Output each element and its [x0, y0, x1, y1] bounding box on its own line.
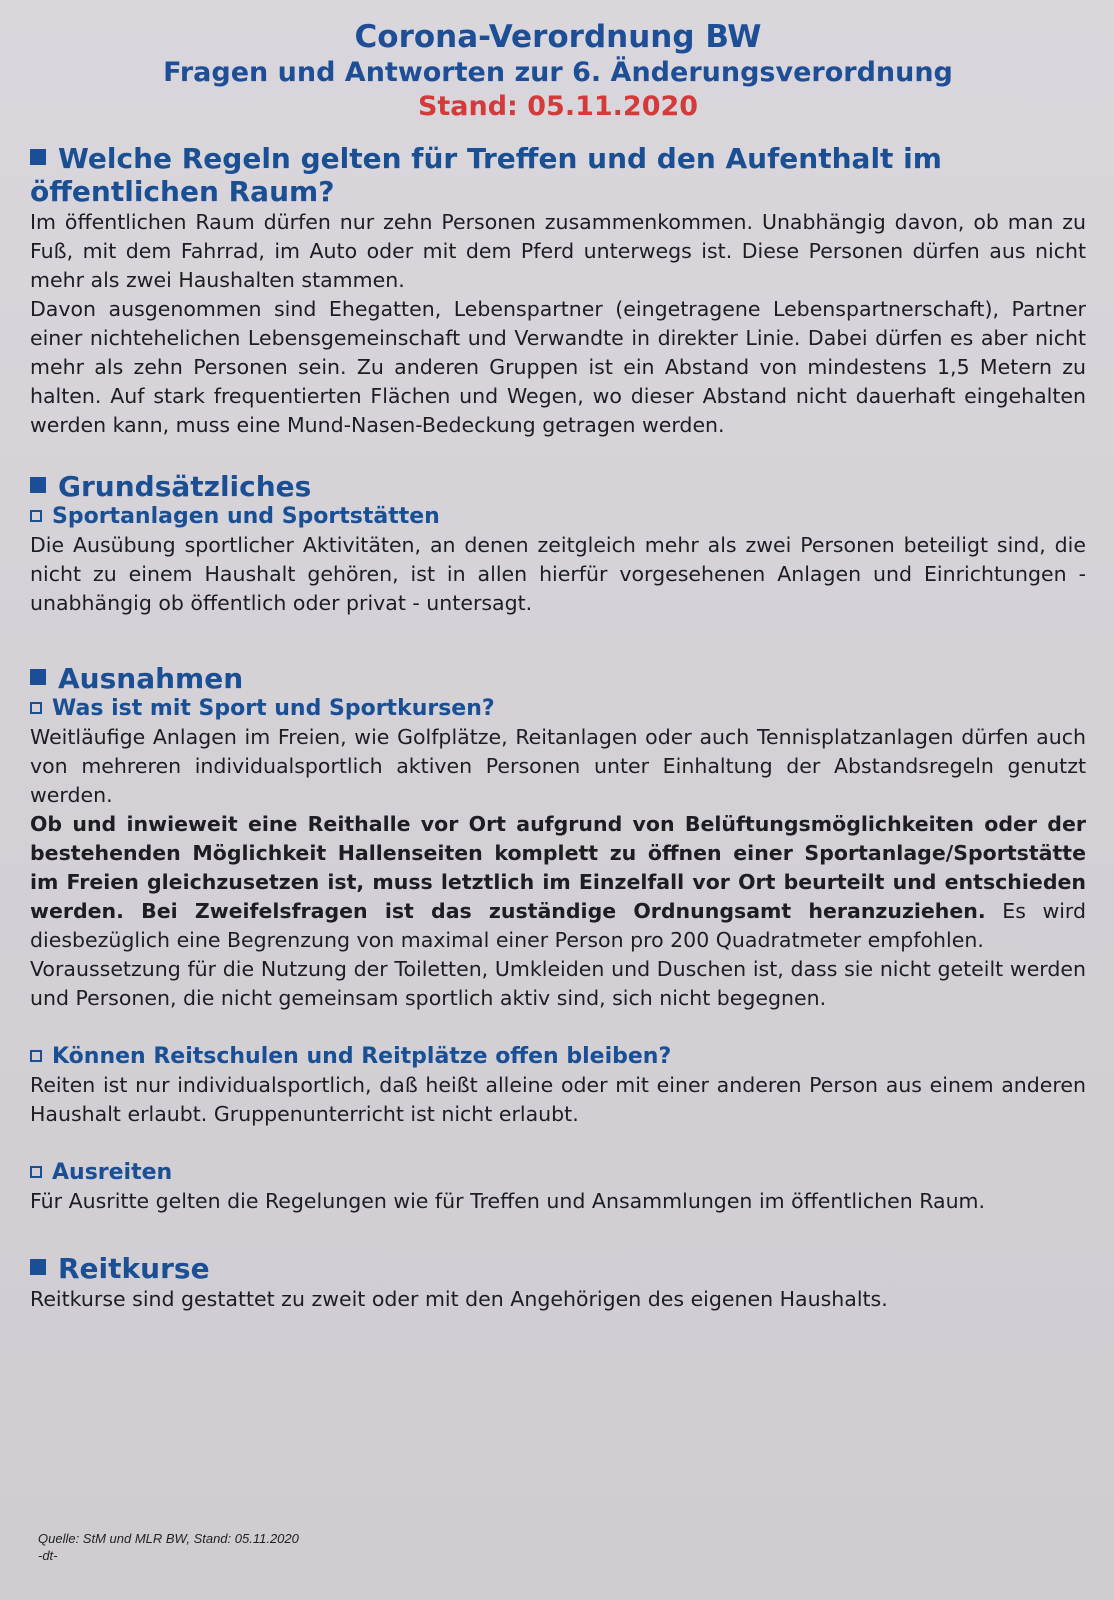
filled-square-bullet-icon	[30, 1259, 46, 1275]
section-title: Welche Regeln gelten für Treffen und den Aufenthalt im öffentlichen Raum?	[30, 142, 942, 208]
section-title: Ausnahmen	[30, 662, 1086, 695]
paragraph: Davon ausgenommen sind Ehegatten, Lebenspartner (eingetragene Lebenspartnerschaft), Partner einer nichtehelichen Lebensgemeinschaft und Verwandte in direkter Linie. Dabei dürfen es aber nicht mehr als zehn Personen sein. Zu anderen Gruppen ist ein Abstand von mindestens 1,5 Metern zu halten. Auf stark frequentierten Flächen und Wegen, wo dieser Abstand nicht dauerhaft eingehalten werden kann, muss eine Mund-Nasen-Bedeckung getragen werden.	[30, 297, 1086, 437]
hollow-square-bullet-icon	[30, 510, 42, 522]
section-exceptions	[30, 662, 1086, 1216]
paragraph: Voraussetzung für die Nutzung der Toiletten, Umkleiden und Duschen ist, dass sie nicht geteilt werden und Personen, die nicht gemeinsam sportlich aktiv sind, sich nicht begegnen.	[30, 957, 1086, 1010]
subsection-title: Können Reitschulen und Reitplätze offen bleiben?	[30, 1043, 1086, 1071]
paragraph: Für Ausritte gelten die Regelungen wie für Treffen und Ansammlungen im öffentlichen Raum.	[30, 1189, 986, 1213]
section-riding-courses	[30, 1252, 1086, 1314]
paragraph	[30, 810, 1086, 955]
filled-square-bullet-icon	[30, 149, 46, 165]
subsection-title: Sportanlagen und Sportstätten	[30, 503, 1086, 531]
hollow-square-bullet-icon	[30, 1166, 42, 1178]
document-title: Corona-Verordnung BW	[354, 19, 762, 55]
section-public-space	[30, 142, 1086, 440]
subsection-title: Ausreiten	[30, 1159, 1086, 1187]
filled-square-bullet-icon	[30, 669, 46, 685]
paragraph: Weitläufige Anlagen im Freien, wie Golfplätze, Reitanlagen oder auch Tennisplatzanlagen dürfen auch von mehreren individualsportlich aktiven Personen unter Einhaltung der Abstandsregeln genutzt werden.	[30, 725, 1086, 807]
section-title: Grundsätzliches	[30, 470, 1086, 503]
hollow-square-bullet-icon	[30, 1050, 42, 1062]
subsection-title: Was ist mit Sport und Sportkursen?	[30, 695, 1086, 723]
section-principles	[30, 470, 1086, 618]
bold-text: Ob und inwieweit eine Reithalle vor Ort aufgrund von Belüftungsmöglichkeiten oder der bestehenden Möglichkeit Hallenseiten komplett zu öffnen einer Sportanlage/Sportstätte im Freien gleichzusetzen ist, muss letztlich im Einzelfall vor Ort beurteilt und entschieden werden. Bei Zweifelsfragen ist das zuständige Ordnungsamt heranzuziehen.	[30, 812, 1086, 923]
hollow-square-bullet-icon	[30, 702, 42, 714]
document-header	[30, 18, 1086, 124]
regular-text: Es wird diesbezüglich eine Begrenzung von maximal einer Person pro 200 Quadratmeter empfohlen.	[30, 899, 1086, 952]
paragraph: Die Ausübung sportlicher Aktivitäten, an denen zeitgleich mehr als zwei Personen beteiligt sind, die nicht zu einem Haushalt gehören, ist in allen hierfür vorgesehenen Anlagen und Einrichtungen - unabhängig ob öffentlich oder privat - untersagt.	[30, 533, 1086, 615]
footer	[38, 1530, 299, 1564]
paragraph: Im öffentlichen Raum dürfen nur zehn Personen zusammenkommen. Unabhängig davon, ob man zu Fuß, mit dem Fahrrad, im Auto oder mit dem Pferd unterwegs ist. Diese Personen dürfen aus nicht mehr als zwei Haushalten stammen.	[30, 210, 1086, 292]
footer-source: Quelle: StM und MLR BW, Stand: 05.11.2020	[38, 1531, 299, 1546]
paragraph: Reiten ist nur individualsportlich, daß heißt alleine oder mit einer anderen Person aus einem anderen Haushalt erlaubt. Gruppenunterricht ist nicht erlaubt.	[30, 1073, 1086, 1126]
filled-square-bullet-icon	[30, 477, 46, 493]
document-date: Stand: 05.11.2020	[417, 91, 699, 122]
footer-initials: -dt-	[38, 1548, 58, 1563]
document-subtitle: Fragen und Antworten zur 6. Änderungsverordnung	[163, 57, 953, 88]
paragraph: Reitkurse sind gestattet zu zweit oder mit den Angehörigen des eigenen Haushalts.	[30, 1287, 888, 1311]
section-title: Reitkurse	[30, 1252, 1086, 1285]
